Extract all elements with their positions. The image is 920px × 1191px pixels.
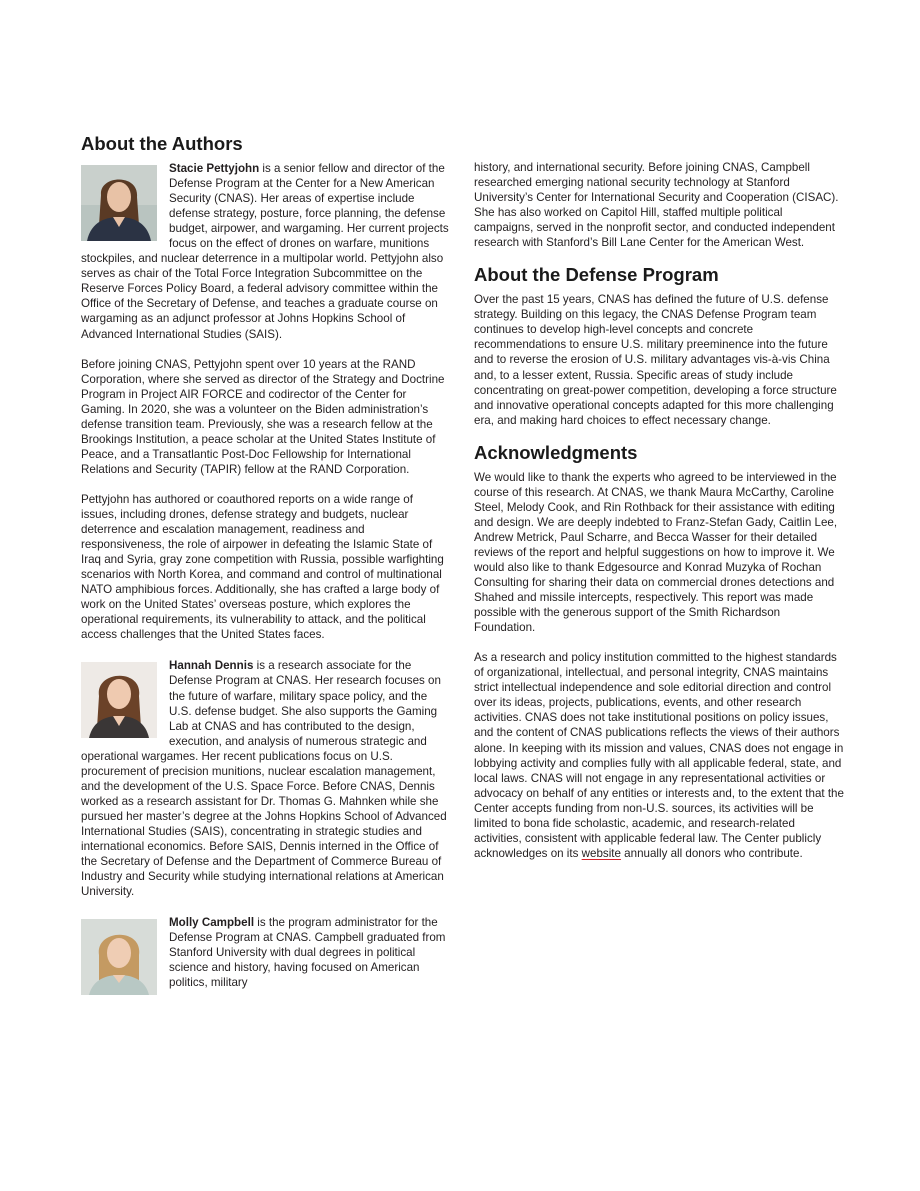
authors-heading: About the Authors — [81, 133, 243, 154]
author-name-campbell: Molly Campbell — [169, 916, 255, 930]
author-bio-text: is a research associate for the Defense Program at CNAS. Her research focuses on the future of warfare, military space policy, and the U.S. defense budget. She also supports the Gaming Lab at CNAS and has contributed to the design, execution, and analysis of numerous strategic and operational wargames. Her recent publications focus on U.S. procurement of precision munitions, nuclear escalation management, and the development of the U.S. Space Force. Before CNAS, Dennis worked as a research assistant for Dr. Thomas G. Mahnken while she pursued her master’s degree at the Johns Hopkins School of Advanced International Studies (SAIS), concentrating in strategic studies and international economics. Before SAIS, Dennis interned in the Office of the Secretary of Defense and the Department of Commerce Bureau of Industry and Security while studying international relations at American University. — [81, 659, 447, 899]
defense-program-heading: About the Defense Program — [474, 264, 719, 286]
author-name-pettyjohn: Stacie Pettyjohn — [169, 162, 260, 175]
website-link[interactable]: website — [581, 846, 621, 860]
campbell-bio-continued: history, and international security. Before joining CNAS, Campbell researched emerging national security technology at Stanford University’s Center for International Security and Cooperation (CISAC). She has also worked on Capitol Hill, staffed multiple political campaigns, served in the nonprofit sector, and conducted independent research with Stanford’s Bill Lane Center for the American West. — [474, 161, 839, 250]
author-name-dennis: Hannah Dennis — [169, 659, 254, 673]
author-bio-text: is a senior fellow and director of the Defense Program at the Center for a New American Security (CNAS). Her areas of expertise include defense strategy, posture, force planning, the defense budget, airpower, and wargaming. Her current projects focus on the effect of drones on warfare, munitions stockpiles, and nuclear deterrence in a multipolar world. Pettyjohn also serves as chair of the Total Force Integration Subcommittee on the Reserve Forces Policy Board, a federal advisory committee within the Office of the Secretary of Defense, and teaches a graduate course on wargaming as an adjunct professor at Johns Hopkins School of Advanced International Studies (SAIS). — [81, 162, 449, 341]
author-photo-dennis — [81, 662, 157, 738]
author-photo-campbell — [81, 919, 157, 995]
author-bio-pettyjohn — [81, 161, 451, 642]
author-bio-paragraph: Pettyjohn has authored or coauthored reports on a wide range of issues, including drones, defense strategy and budgets, nuclear deterrence and escalation management, readiness and responsiveness, the role of airpower in defeating the Islamic State of Iraq and Syria, gray zone competition with Russia, possible warfighting scenarios with North Korea, and command and control of multinational NATO amphibious forces. Additionally, she has crafted a large body of work on the United States’ overseas posture, which explores the operational requirements, its vulnerability to attack, and the political access challenges that the United States faces. — [81, 492, 444, 642]
author-bio-dennis — [81, 658, 451, 899]
author-bio-text: is the program administrator for the Defense Program at CNAS. Campbell graduated from Stanford University with dual degrees in political science and history, having focused on American politics, military — [169, 916, 446, 990]
acknowledgments-heading: Acknowledgments — [474, 441, 638, 463]
left-column — [81, 133, 451, 995]
author-photo-pettyjohn — [81, 165, 157, 241]
disclaimer-text: As a research and policy institution committed to the highest standards of organizational, intellectual, and personal integrity, CNAS maintains strict intellectual independence and sole editorial direction and control over its ideas, projects, publications, events, and other research activities. CNAS does not take institutional positions on policy issues, and the content of CNAS publications reflects the views of their authors alone. In keeping with its mission and values, CNAS does not engage in lobbying activity and complies fully with all applicable federal, state, and local laws. CNAS will not engage in any representational activities or advocacy on behalf of any entities or interests and, to the extent that the Center accepts funding from non-U.S. sources, its activities will be limited to bona fide scholastic, academic, and research-related activities, consistent with applicable federal law. The Center publicly acknowledges on its website annually all donors who contribute. — [474, 651, 844, 860]
author-bio-paragraph: Before joining CNAS, Pettyjohn spent over 10 years at the RAND Corporation, where she served as director of the Strategy and Doctrine Program in Project AIR FORCE and codirector of the Center for Gaming. In 2020, she was a volunteer on the Biden administration’s defense transition team. Previously, she was a research fellow at the Brookings Institution, a peace scholar at the United States Institute of Peace, and a Transatlantic Post-Doc Fellowship for International Relations and Security (TAPIR) fellow at the RAND Corporation. — [81, 357, 445, 476]
defense-program-text: Over the past 15 years, CNAS has defined the future of U.S. defense strategy. Building on this legacy, the CNAS Defense Program team continues to develop high-level concepts and concrete recommendations to ensure U.S. military preeminence into the future and to reverse the erosion of U.S. military advantages vis-à-vis China and, to a lesser extent, Russia. Specific areas of study include concentrating on great-power competition, developing a force structure and innovative operational concepts adapted for this more challenging era, and making hard choices to effect necessary change. — [474, 293, 837, 427]
right-column — [474, 160, 844, 861]
acknowledgments-text: We would like to thank the experts who agreed to be interviewed in the course of this research. At CNAS, we thank Maura McCarthy, Caroline Steel, Melody Cook, and Rin Rothback for their assistance with editing and design. We are deeply indebted to Franz-Stefan Gady, Caitlin Lee, Andrew Metrick, Paul Scharre, and Becca Wasser for their detailed reviews of the report and helpful suggestions on how to improve it. We would also like to thank Edgesource and Konrad Muzyka of Rochan Consulting for sharing their data on commercial drones detections and Shahed and missile intercepts, respectively. This report was made possible with the generous support of the Smith Richardson Foundation. — [474, 470, 838, 635]
author-bio-campbell — [81, 915, 451, 995]
